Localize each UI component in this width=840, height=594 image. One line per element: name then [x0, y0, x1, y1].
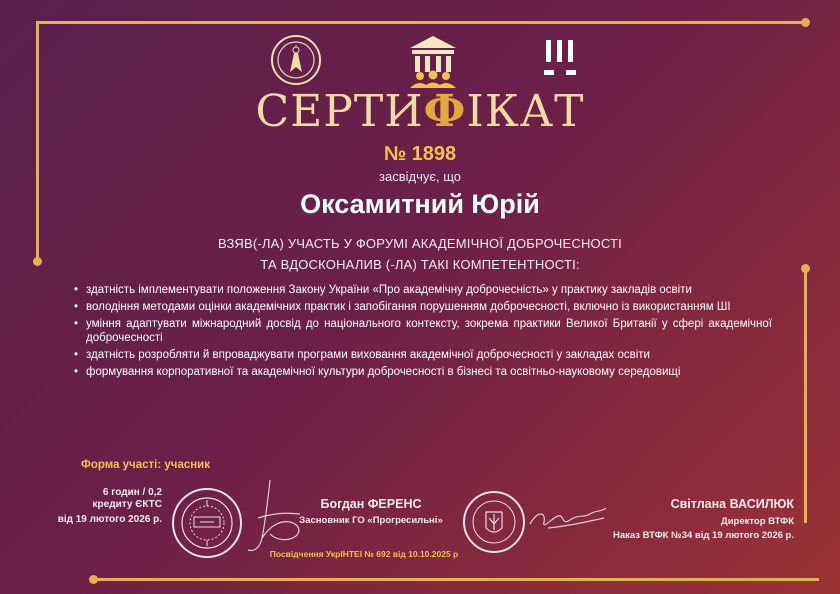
forum-building-icon: [400, 32, 466, 88]
competency-item: • уміння адаптувати міжнародний досвід до національного контексту, зокрема практики Великої Британії у сфері академічної доброчесності: [74, 317, 772, 345]
signer-right-order: Наказ ВТФК №34 від 19 лютого 2026 р.: [612, 530, 794, 541]
title-part-3: ІКАТ: [466, 86, 585, 137]
competency-item: • володіння методами оцінки академічних практик і запобігання порушенням доброчесності, включно із використанням ШІ: [74, 300, 772, 314]
exclamation-logo-icon: [540, 36, 580, 80]
certificate-number: № 1898: [383, 143, 457, 165]
competency-item: • здатність імплементувати положення Закону України «Про академічну доброчесність» у практику закладів освіти: [74, 283, 772, 297]
ukrintei-certificate: Посвідчення УкрІНТЕІ № 692 від 10.10.2025 р: [269, 549, 459, 559]
competencies-list: [74, 283, 772, 382]
participation-statement: [0, 233, 840, 275]
frame-dot-bottom-left: [89, 575, 98, 584]
competency-item: • здатність розробляти й впроваджувати програми виховання академічної доброчесності у закладах освіти: [74, 348, 772, 362]
logo-row: [0, 30, 840, 90]
signer-right-name: Світлана ВАСИЛЮК: [670, 497, 794, 511]
frame-dot-top-right: [801, 18, 810, 27]
state-emblem-stamp-icon: [462, 490, 526, 554]
signer-left-role: Засновник ГО «Прогресильні»: [299, 515, 443, 526]
hours-date: від 19 лютого 2026 р.: [57, 514, 162, 525]
academic-integrity-emblem-icon: [270, 34, 322, 86]
hours-line-2: кредиту ЄКТС: [92, 499, 162, 510]
title-part-1: СЕРТИ: [255, 86, 424, 137]
competency-item: • формування корпоративної та академічної культури доброчесності в бізнесі та освітньо-науковому середовищі: [74, 365, 772, 379]
frame-right-line: [804, 268, 807, 523]
recipient-name: Оксамитний Юрій: [300, 189, 540, 219]
signer-right-block: [578, 497, 794, 541]
frame-bottom-line: [92, 578, 819, 581]
title-part-2: Ф: [423, 86, 467, 137]
participation-line-2: ТА ВДОСКОНАЛИВ (-ЛА) ТАКІ КОМПЕТЕНТНОСТІ:: [260, 257, 580, 272]
signer-left-block: [286, 497, 456, 526]
participation-line-1: ВЗЯВ(-ЛА) УЧАСТЬ У ФОРУМІ АКАДЕМІЧНОЇ ДОБРОЧЕСНОСТІ: [218, 236, 622, 251]
frame-top-line: [36, 21, 805, 24]
certifies-text: засвідчує, що: [379, 169, 461, 184]
form-of-participation: Форма участі: учасник: [81, 459, 211, 471]
hours-credits: [36, 487, 162, 526]
progressive-ngo-stamp-icon: [170, 486, 244, 560]
hours-line-1: 6 годин / 0,2: [102, 487, 162, 498]
certificate-title: [0, 86, 840, 137]
signer-left-name: Богдан ФЕРЕНС: [320, 497, 422, 511]
signer-right-role: Директор ВТФК: [720, 516, 794, 527]
